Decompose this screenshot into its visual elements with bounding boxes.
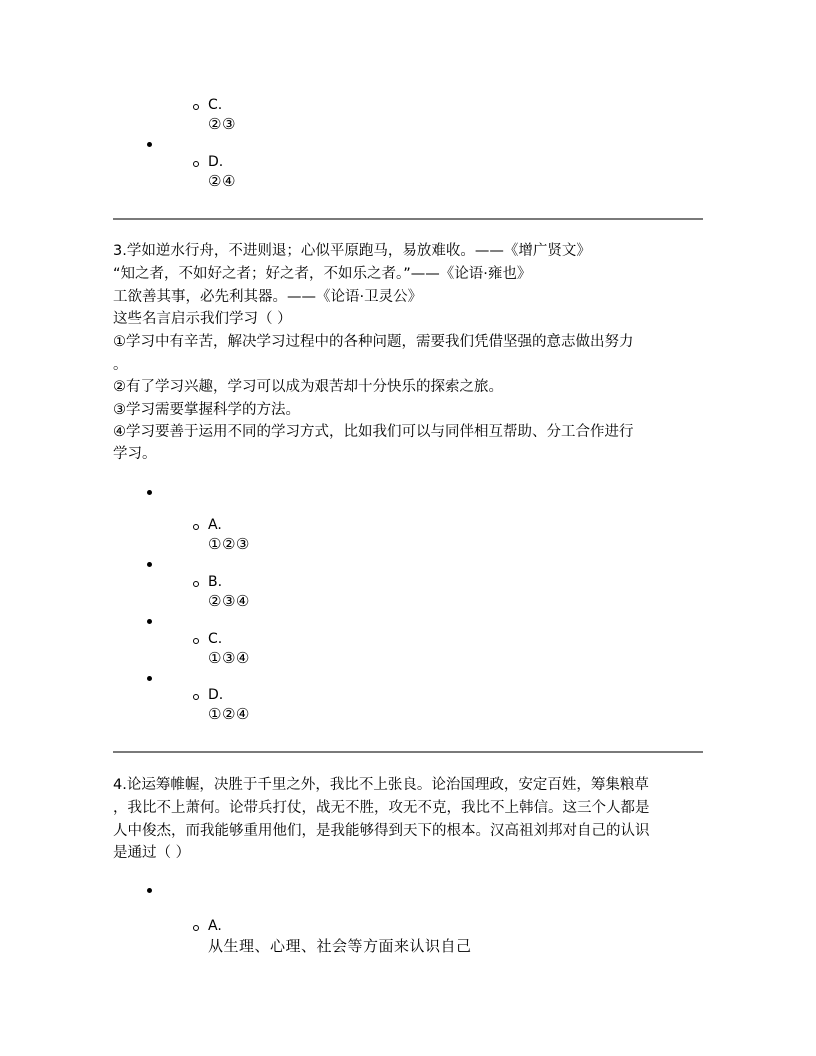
- q3-statement-3: ③学习需要掌握科学的方法。: [113, 402, 300, 418]
- q2-option-c-marker: [193, 104, 199, 110]
- q3-line-3: 工欲善其事，必先利其器。——《论语·卫灵公》: [113, 289, 423, 305]
- q3-option-a-label: A.: [208, 517, 222, 533]
- q3-option-a-bullet: [147, 490, 152, 495]
- q3-line-1: 3.学如逆水行舟，不进则退；心似平原跑马，易放难收。——《增广贤文》: [113, 243, 591, 259]
- q2-option-c-label: C.: [208, 97, 223, 113]
- q3-option-c-bullet: [147, 619, 152, 624]
- q2-option-c-text[interactable]: ②③: [208, 115, 236, 133]
- q3-statement-4-cont: 学习。: [113, 446, 157, 462]
- q3-option-c-text[interactable]: ①③④: [208, 649, 250, 667]
- q3-option-b-label: B.: [208, 574, 223, 590]
- q2-option-d-text[interactable]: ②④: [208, 172, 236, 190]
- q3-option-a-marker: [193, 524, 199, 530]
- q4-option-a-label: A.: [208, 918, 222, 934]
- q3-option-c-marker: [193, 638, 199, 644]
- q2-option-d-label: D.: [208, 154, 224, 170]
- q4-option-a-text[interactable]: 从生理、心理、社会等方面来认识自己: [208, 937, 472, 955]
- q3-option-c-label: C.: [208, 631, 223, 647]
- divider-1: [113, 218, 703, 220]
- q3-option-b-bullet: [147, 562, 152, 567]
- q2-option-d-bullet: [147, 142, 152, 147]
- q3-option-d-marker: [193, 694, 199, 700]
- q4-line-1: 4.论运筹帷幄，决胜于千里之外，我比不上张良。论治国理政，安定百姓，筹集粮草: [113, 777, 649, 793]
- q3-line-4: 这些名言启示我们学习（ ）: [113, 311, 292, 327]
- q4-option-a-marker: [193, 925, 199, 931]
- q3-statement-1: ①学习中有辛苦，解决学习过程中的各种问题，需要我们凭借坚强的意志做出努力: [113, 334, 634, 350]
- q3-option-d-label: D.: [208, 687, 224, 703]
- q3-option-b-marker: [193, 581, 199, 587]
- q3-statement-2: ②有了学习兴趣，学习可以成为艰苦却十分快乐的探索之旅。: [113, 379, 503, 395]
- q3-option-d-bullet: [147, 676, 152, 681]
- q4-line-3: 人中俊杰，而我能够重用他们，是我能够得到天下的根本。汉高祖刘邦对自己的认识: [113, 823, 650, 839]
- q3-line-2: “知之者，不如好之者；好之者，不如乐之者。”——《论语·雍也》: [113, 266, 532, 282]
- q3-statement-4: ④学习要善于运用不同的学习方式，比如我们可以与同伴相互帮助、分工合作进行: [113, 424, 634, 440]
- q3-statement-1-cont: 。: [113, 357, 128, 373]
- q2-option-d-marker: [193, 161, 199, 167]
- q4-line-2: ，我比不上萧何。论带兵打仗，战无不胜，攻无不克，我比不上韩信。这三个人都是: [113, 800, 650, 816]
- divider-2: [113, 751, 703, 753]
- q3-option-a-text[interactable]: ①②③: [208, 535, 250, 553]
- q3-option-d-text[interactable]: ①②④: [208, 705, 250, 723]
- q4-line-4: 是通过（ ）: [113, 845, 191, 861]
- q4-option-a-bullet: [147, 888, 152, 893]
- q3-option-b-text[interactable]: ②③④: [208, 592, 250, 610]
